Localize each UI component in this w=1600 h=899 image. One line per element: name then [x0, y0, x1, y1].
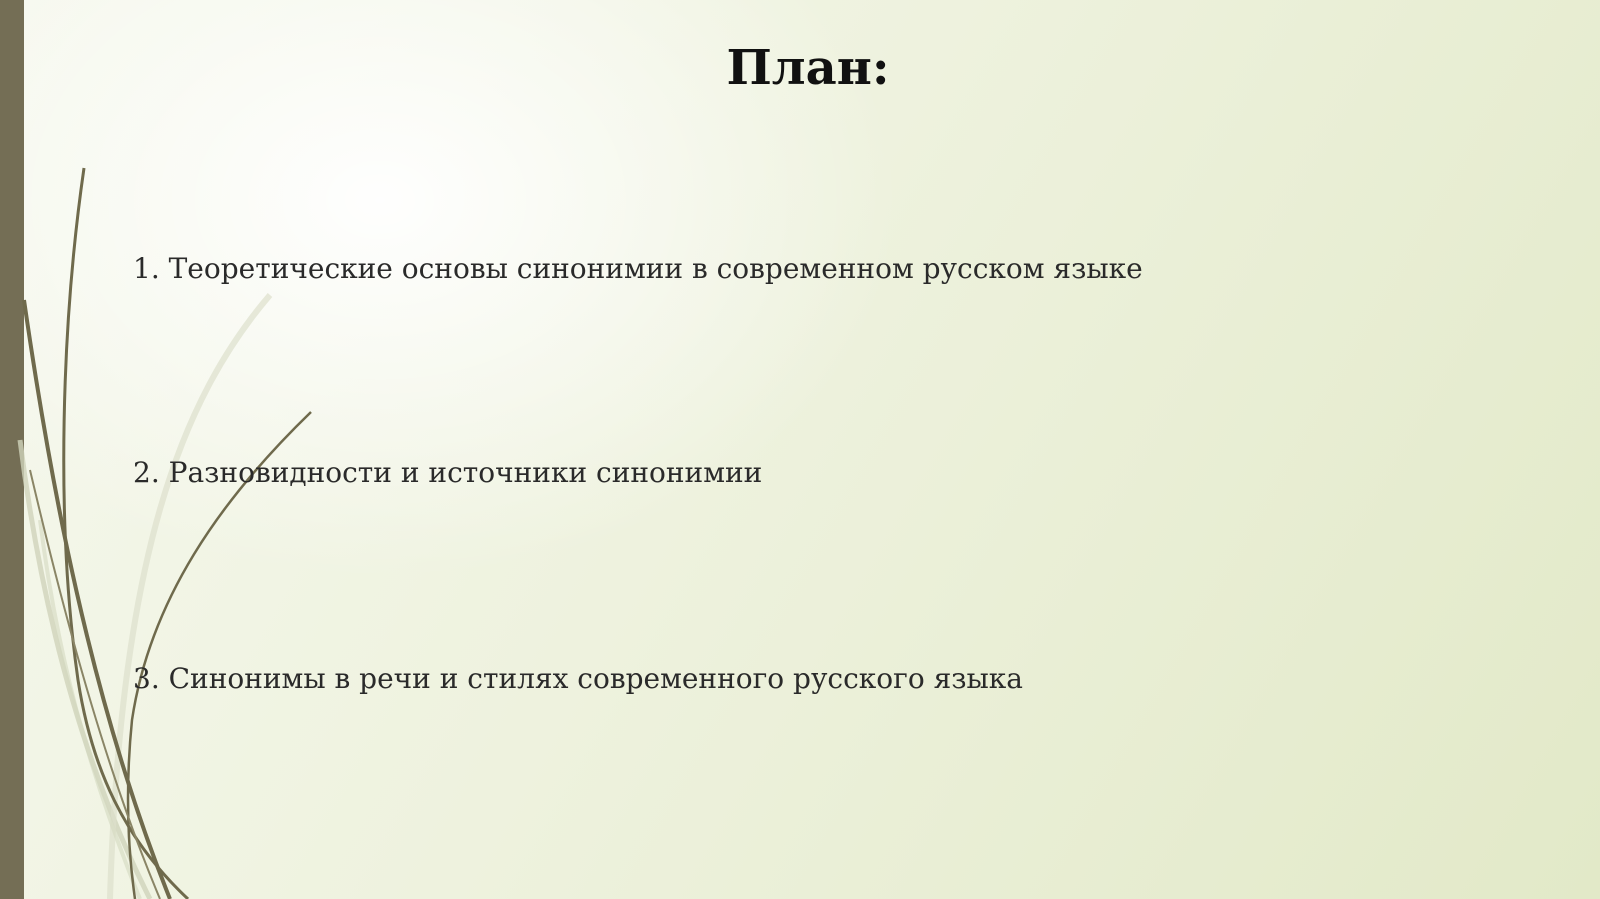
plan-item-3: 3. Синонимы в речи и стилях современного русского языка [133, 662, 1023, 695]
grass-stems-icon [0, 0, 400, 899]
slide-title: План: [726, 40, 890, 96]
plan-item-1: 1. Теоретические основы синонимии в современном русском языке [133, 252, 1143, 285]
plan-item-2: 2. Разновидности и источники синонимии [133, 456, 763, 489]
